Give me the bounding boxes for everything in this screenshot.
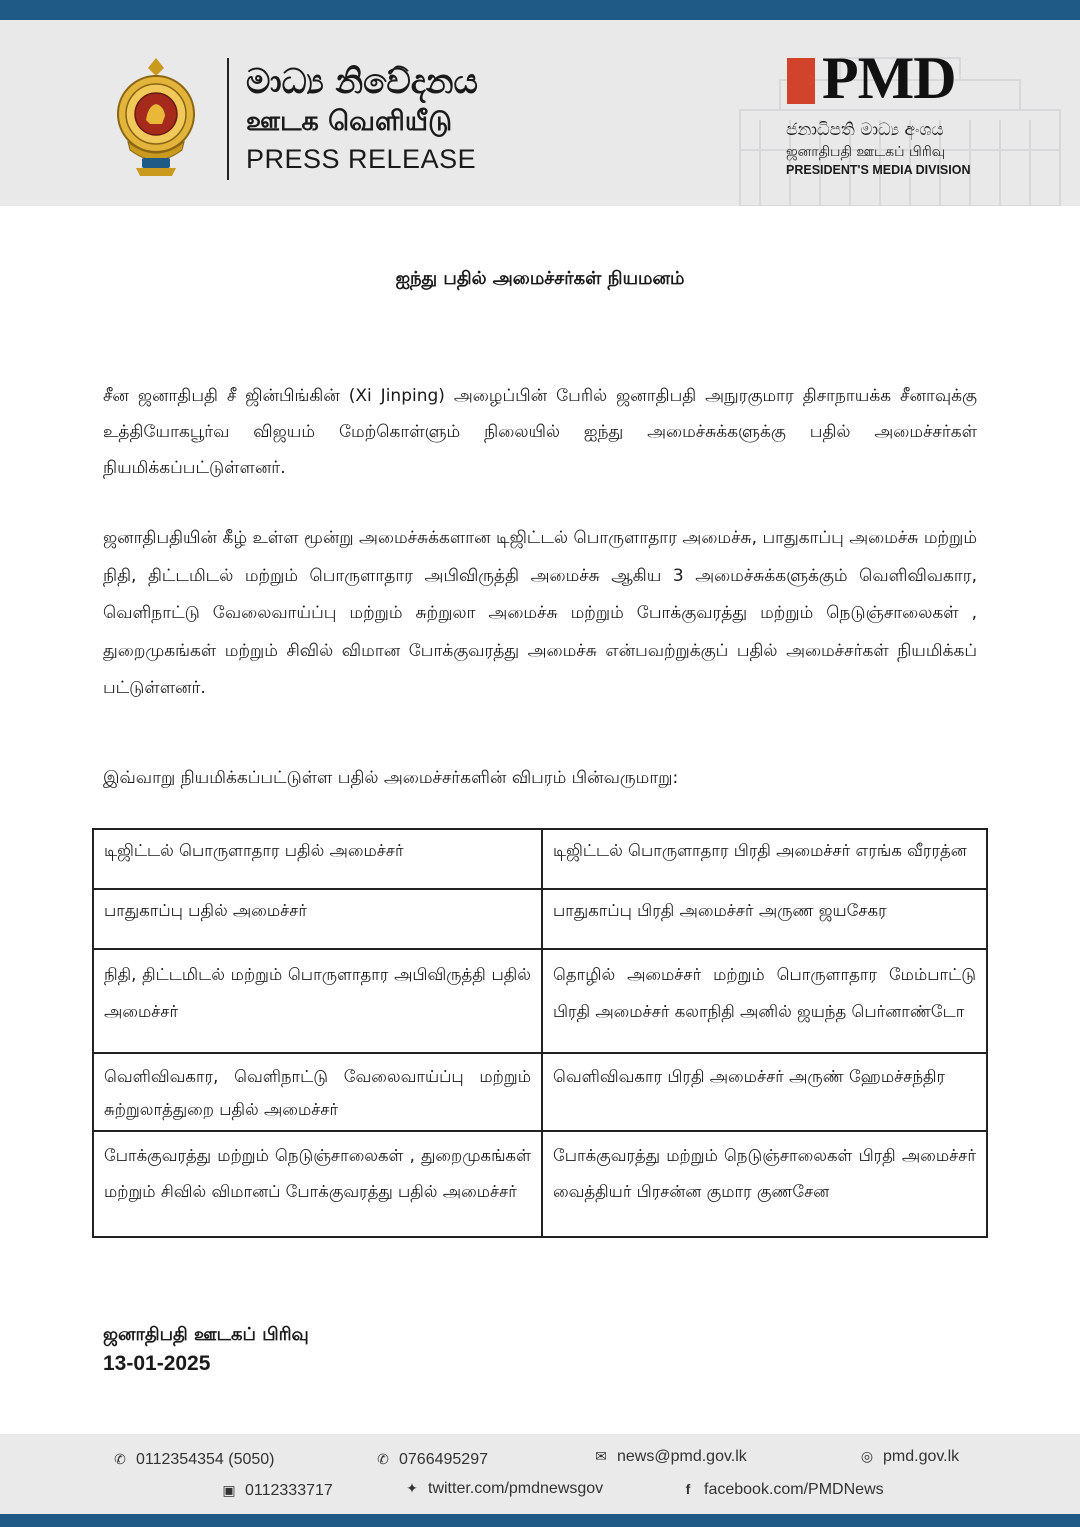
paragraph-2: ஜனாதிபதியின் கீழ் உள்ள மூன்று அமைச்சுக்களான டிஜிட்டல் பொருளாதார அமைச்சு, பாதுகாப்பு அமைச்சு மற்றும் நிதி, திட்டமிடல் மற்றும் பொருளாதார அபிவிருத்தி அமைச்சு ஆகிய 3 அமைச்சுக்களுக்கும் வெளிவிவகார, வெளிநாட்டு வேலைவாய்ப்பு மற்றும் சுற்றுலா அமைச்சு மற்றும் போக்குவரத்து மற்றும் நெடுஞ்சாலைகள் , துறைமுகங்கள் மற்றும் சிவில் விமான போக்குவரத்து அமைச்சு என்பவற்றுக்குப் பதில் அமைச்சர்கள் நியமிக்கப் பட்டுள்ளனர். bbox=[103, 528, 977, 698]
fax-icon: ▣ bbox=[222, 1482, 236, 1498]
post-cell: போக்குவரத்து மற்றும் நெடுஞ்சாலைகள் , துறைமுகங்கள் மற்றும் சிவில் விமானப் போக்குவரத்து பதில் அமைச்சர் bbox=[93, 1131, 542, 1237]
footer-phone-1 bbox=[112, 1451, 275, 1469]
email-text[interactable]: news@pmd.gov.lk bbox=[617, 1448, 747, 1465]
person-cell: வெளிவிவகார பிரதி அமைச்சர் அருண் ஹேமச்சந்திர bbox=[542, 1053, 987, 1131]
facebook-icon: f bbox=[685, 1481, 691, 1497]
envelope-icon: ✉ bbox=[595, 1448, 607, 1464]
phone-icon: ✆ bbox=[114, 1451, 126, 1467]
title-sinhala: මාධ්‍ය නිවේදනය bbox=[246, 62, 478, 102]
table-row bbox=[93, 829, 987, 889]
table-row bbox=[93, 1053, 987, 1131]
table-row bbox=[93, 949, 987, 1053]
letterhead bbox=[0, 20, 1080, 206]
appointments-table bbox=[92, 828, 988, 1238]
footer-twitter[interactable] bbox=[404, 1480, 603, 1498]
facebook-text[interactable]: facebook.com/PMDNews bbox=[704, 1481, 884, 1498]
twitter-icon: ✦ bbox=[406, 1480, 418, 1496]
contact-footer bbox=[0, 1434, 1080, 1514]
header-divider bbox=[227, 58, 229, 180]
table-row bbox=[93, 1131, 987, 1237]
footer-fax bbox=[221, 1482, 333, 1500]
website-text[interactable]: pmd.gov.lk bbox=[883, 1448, 960, 1465]
release-date: 13-01-2025 bbox=[103, 1352, 211, 1375]
state-emblem-icon bbox=[112, 54, 200, 178]
bottom-color-bar bbox=[0, 1514, 1080, 1527]
signature-organization: ஜனாதிபதி ஊடகப் பிரிவு bbox=[103, 1324, 309, 1345]
globe-icon: ◎ bbox=[860, 1448, 874, 1464]
person-cell: போக்குவரத்து மற்றும் நெடுஞ்சாலைகள் பிரதி அமைச்சர் வைத்தியர் பிரசன்ன குமார குணசேன bbox=[542, 1131, 987, 1237]
pmd-logo: PMD bbox=[822, 45, 956, 111]
phone-icon: ✆ bbox=[377, 1451, 389, 1467]
footer-website[interactable] bbox=[859, 1448, 959, 1466]
footer-phone-2 bbox=[375, 1451, 488, 1469]
table-row bbox=[93, 889, 987, 949]
post-cell: நிதி, திட்டமிடல் மற்றும் பொருளாதார அபிவிருத்தி பதில் அமைச்சர் bbox=[93, 949, 542, 1053]
person-cell: பாதுகாப்பு பிரதி அமைச்சர் அருண ஜயசேகர bbox=[542, 889, 987, 949]
paragraph-1: சீன ஜனாதிபதி சீ ஜின்பிங்கின் (Xi Jinping) அழைப்பின் பேரில் ஜனாதிபதி அநுரகுமார திசாநாயக்க சீனாவுக்கு உத்தியோகபூர்வ விஜயம் மேற்கொள்ளும் நிலையில் ஐந்து அமைச்சுக்களுக்கு பதில் அமைச்சர்கள் நியமிக்கப்பட்டுள்ளனர். bbox=[103, 386, 977, 478]
title-tamil: ஊடக வெளியீடு bbox=[246, 106, 453, 137]
person-cell: தொழில் அமைச்சர் மற்றும் பொருளாதார மேம்பாட்டு பிரதி அமைச்சர் கலாநிதி அனில் ஜயந்த பெர்னாண்டோ bbox=[542, 949, 987, 1053]
post-cell: டிஜிட்டல் பொருளாதார பதில் அமைச்சர் bbox=[93, 829, 542, 889]
division-english: PRESIDENT'S MEDIA DIVISION bbox=[786, 163, 971, 177]
post-cell: வெளிவிவகார, வெளிநாட்டு வேலைவாய்ப்பு மற்றும் சுற்றுலாத்துறை பதில் அமைச்சர் bbox=[93, 1053, 542, 1131]
paragraph-3: இவ்வாறு நியமிக்கப்பட்டுள்ள பதில் அமைச்சர்களின் விபரம் பின்வருமாறு: bbox=[103, 768, 679, 788]
twitter-text[interactable]: twitter.com/pmdnewsgov bbox=[428, 1480, 604, 1497]
title-english: PRESS RELEASE bbox=[246, 144, 477, 174]
footer-facebook[interactable] bbox=[680, 1481, 884, 1499]
division-tamil: ஜனாதிபதி ஊடகப் பிரிவு bbox=[786, 144, 946, 160]
phone-1-text: 0112354354 (5050) bbox=[136, 1451, 275, 1468]
fax-text: 0112333717 bbox=[245, 1482, 333, 1499]
phone-2-text: 0766495297 bbox=[399, 1451, 488, 1468]
person-cell: டிஜிட்டல் பொருளாதார பிரதி அமைச்சர் எரங்க வீரரத்ன bbox=[542, 829, 987, 889]
post-cell: பாதுகாப்பு பதில் அமைச்சர் bbox=[93, 889, 542, 949]
division-sinhala: ජනාධිපති මාධ්‍ය අංශය bbox=[786, 120, 944, 140]
footer-email[interactable] bbox=[593, 1448, 747, 1466]
document-title: ஐந்து பதில் அமைச்சர்கள் நியமனம் bbox=[395, 268, 685, 289]
pmd-logo-mark bbox=[787, 58, 815, 104]
top-color-bar bbox=[0, 0, 1080, 20]
